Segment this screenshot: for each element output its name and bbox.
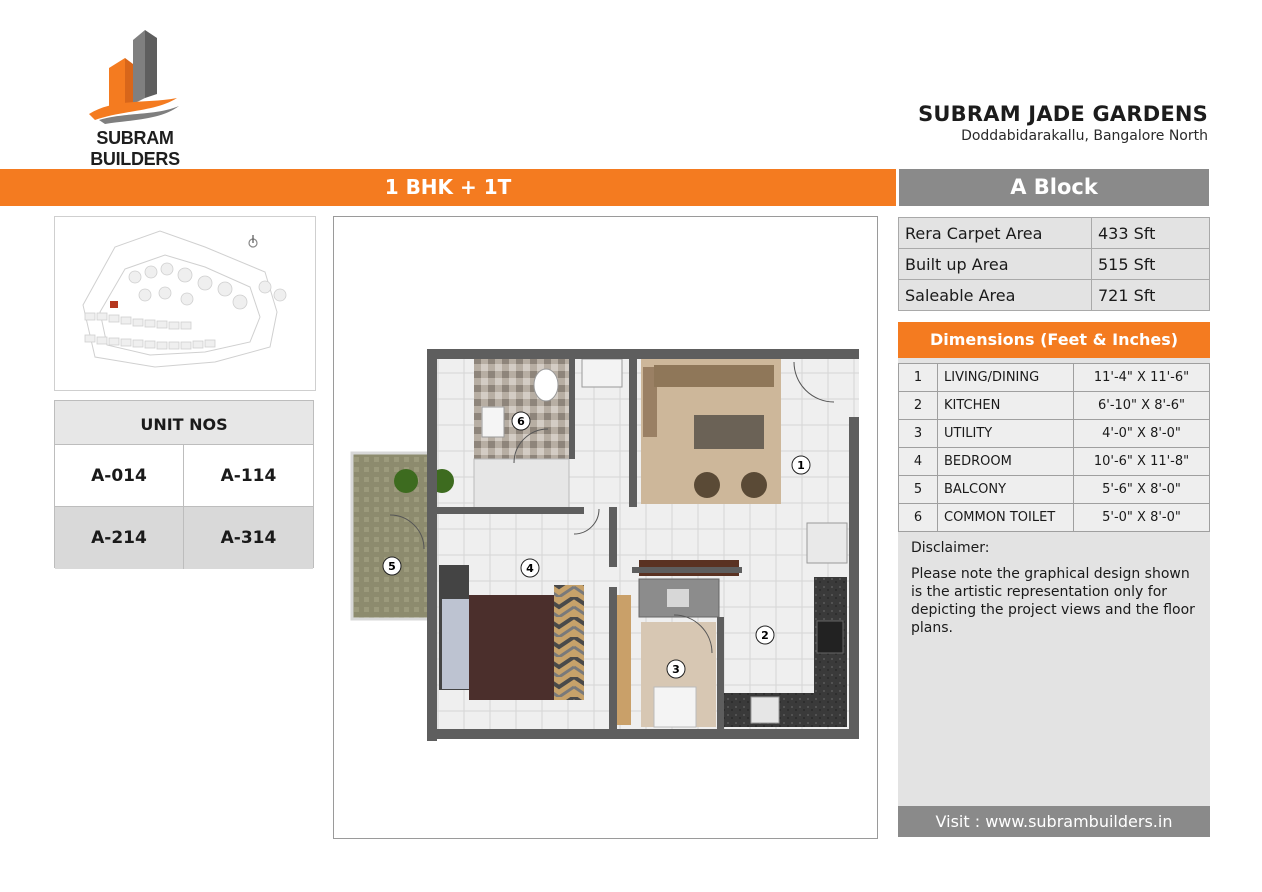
- dimension-row: [899, 504, 1210, 532]
- svg-text:4: 4: [526, 562, 534, 575]
- area-value: 721 Sft: [1092, 280, 1210, 311]
- dimension-row: [899, 364, 1210, 392]
- room-number: 1: [899, 364, 938, 392]
- dimensions-table: [898, 363, 1210, 532]
- unit-numbers-title: UNIT NOS: [55, 401, 313, 445]
- room-size: 6'-10" X 8'-6": [1074, 392, 1210, 420]
- disclaimer: [898, 532, 1210, 637]
- room-name: COMMON TOILET: [938, 504, 1074, 532]
- dimension-row: [899, 420, 1210, 448]
- dimension-row: [899, 476, 1210, 504]
- room-name: LIVING/DINING: [938, 364, 1074, 392]
- room-number: 5: [899, 476, 938, 504]
- room-name: BALCONY: [938, 476, 1074, 504]
- area-value: 433 Sft: [1092, 218, 1210, 249]
- unit-number: A-214: [55, 507, 184, 569]
- brand-name: SUBRAM BUILDERS: [90, 128, 180, 169]
- dimension-row: [899, 448, 1210, 476]
- project-name: SUBRAM JADE GARDENS: [918, 102, 1208, 126]
- room-number: 3: [899, 420, 938, 448]
- key-plan: [54, 216, 316, 391]
- building-logo-icon: [85, 28, 185, 126]
- area-label: Saleable Area: [899, 280, 1092, 311]
- floor-plan-drawing: [334, 217, 877, 838]
- website-link[interactable]: Visit : www.subrambuilders.in: [898, 806, 1210, 837]
- room-size: 4'-0" X 8'-0": [1074, 420, 1210, 448]
- unit-type-band: 1 BHK + 1T: [0, 169, 896, 206]
- svg-text:2: 2: [761, 629, 769, 642]
- room-name: UTILITY: [938, 420, 1074, 448]
- area-label: Built up Area: [899, 249, 1092, 280]
- dimensions-panel: [898, 322, 1210, 837]
- svg-text:1: 1: [797, 459, 805, 472]
- room-size: 10'-6" X 11'-8": [1074, 448, 1210, 476]
- room-size: 11'-4" X 11'-6": [1074, 364, 1210, 392]
- unit-number: A-314: [184, 507, 313, 569]
- room-badge-living: [792, 456, 810, 474]
- unit-number: A-014: [55, 445, 184, 507]
- room-badge-bedroom: [521, 559, 539, 577]
- area-row: [899, 249, 1210, 280]
- floor-plan: [333, 216, 878, 839]
- room-badge-utility: [667, 660, 685, 678]
- area-label: Rera Carpet Area: [899, 218, 1092, 249]
- room-number: 2: [899, 392, 938, 420]
- area-value: 515 Sft: [1092, 249, 1210, 280]
- room-name: BEDROOM: [938, 448, 1074, 476]
- room-number: 4: [899, 448, 938, 476]
- svg-text:6: 6: [517, 415, 525, 428]
- room-number: 6: [899, 504, 938, 532]
- area-row: [899, 280, 1210, 311]
- dimension-row: [899, 392, 1210, 420]
- site-key-plan-image: [55, 217, 315, 390]
- unit-numbers-table: [54, 400, 314, 568]
- block-band: A Block: [899, 169, 1209, 206]
- room-size: 5'-6" X 8'-0": [1074, 476, 1210, 504]
- project-header: [918, 102, 1208, 144]
- project-location: Doddabidarakallu, Bangalore North: [961, 128, 1208, 144]
- room-badge-balcony: [383, 557, 401, 575]
- svg-text:5: 5: [388, 560, 396, 573]
- unit-number: A-114: [184, 445, 313, 507]
- dimensions-title: Dimensions (Feet & Inches): [898, 322, 1210, 358]
- svg-text:3: 3: [672, 663, 680, 676]
- room-size: 5'-0" X 8'-0": [1074, 504, 1210, 532]
- room-badge-toilet: [512, 412, 530, 430]
- room-name: KITCHEN: [938, 392, 1074, 420]
- brand-logo: [55, 28, 215, 169]
- disclaimer-text: Please note the graphical design shown is the artistic representation only for depicting the project views and the floor plans.: [911, 566, 1195, 636]
- unit-location-marker: [110, 301, 118, 308]
- area-table: [898, 217, 1210, 311]
- room-badge-kitchen: [756, 626, 774, 644]
- area-row: [899, 218, 1210, 249]
- disclaimer-title: Disclaimer:: [911, 540, 990, 556]
